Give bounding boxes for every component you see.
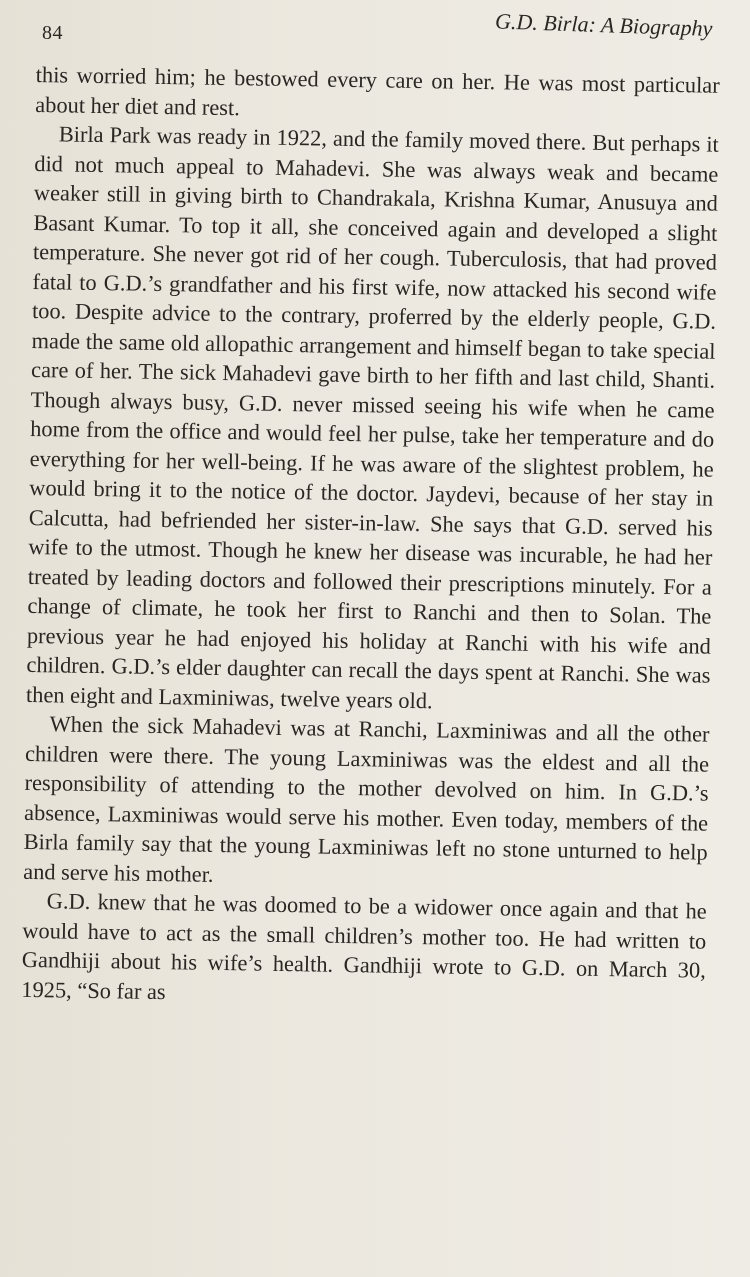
running-head: G.D. Birla: A Biography: [494, 8, 713, 41]
page-header: [42, 8, 713, 52]
paragraph: When the sick Mahadevi was at Ranchi, Laxminiwas and all the other children were there. The young Laxminiwas was the eldest and all the responsibility of attending to the mother devolved on him. In G.D.’s absence, Laxminiwas would serve his mother. Even today, members of the Birla family say that the young Laxminiwas left no stone unturned to help and serve his mother.: [23, 711, 710, 887]
body-text: [21, 60, 720, 1015]
paragraph: G.D. knew that he was doomed to be a widower once again and that he would have to act as the small children’s mother too. He had written to Gandhiji about his wife’s health. Gandhiji wrote to G.D. on March 30, 1925, “So far as: [21, 888, 707, 1004]
paragraph-continued: this worried him; he bestowed every care on her. He was most particular about her diet and rest.: [35, 61, 720, 120]
page-number: 84: [42, 22, 63, 44]
paragraph: Birla Park was ready in 1922, and the family moved there. But perhaps it did not much appeal to Mahadevi. She was always weak and became weaker still in giving birth to Chandrakala, Krishna Kumar, Anusuya and Basant Kumar. To top it all, she conceived again and developed a slight temperature. She never got rid of her cough. Tuberculosis, that had proved fatal to G.D.’s grandfather and his first wife, now attacked his second wife too. Despite advice to the contrary, proferred by the elderly people, G.D. made the same old allopathic arrangement and himself began to take special care of her. The sick Mahadevi gave birth to her fifth and last child, Shanti. Though always busy, G.D. never missed seeing his wife when he came home from the office and would feel her pulse, take her temperature and do everything for her well-being. If he was aware of the slightest problem, he would bring it to the notice of the doctor. Jaydevi, because of her stay in Calcutta, had befriended her sister-in-law. She says that G.D. served his wife to the utmost. Though he knew her disease was incurable, he had her treated by leading doctors and followed their prescriptions minutely. For a change of climate, he took her first to Ranchi and then to Solan. The previous year he had enjoyed his holiday at Ranchi with his wife and children. G.D.’s elder daughter can recall the days spent at Ranchi. She was then eight and Laxminiwas, twelve years old.: [25, 121, 719, 713]
